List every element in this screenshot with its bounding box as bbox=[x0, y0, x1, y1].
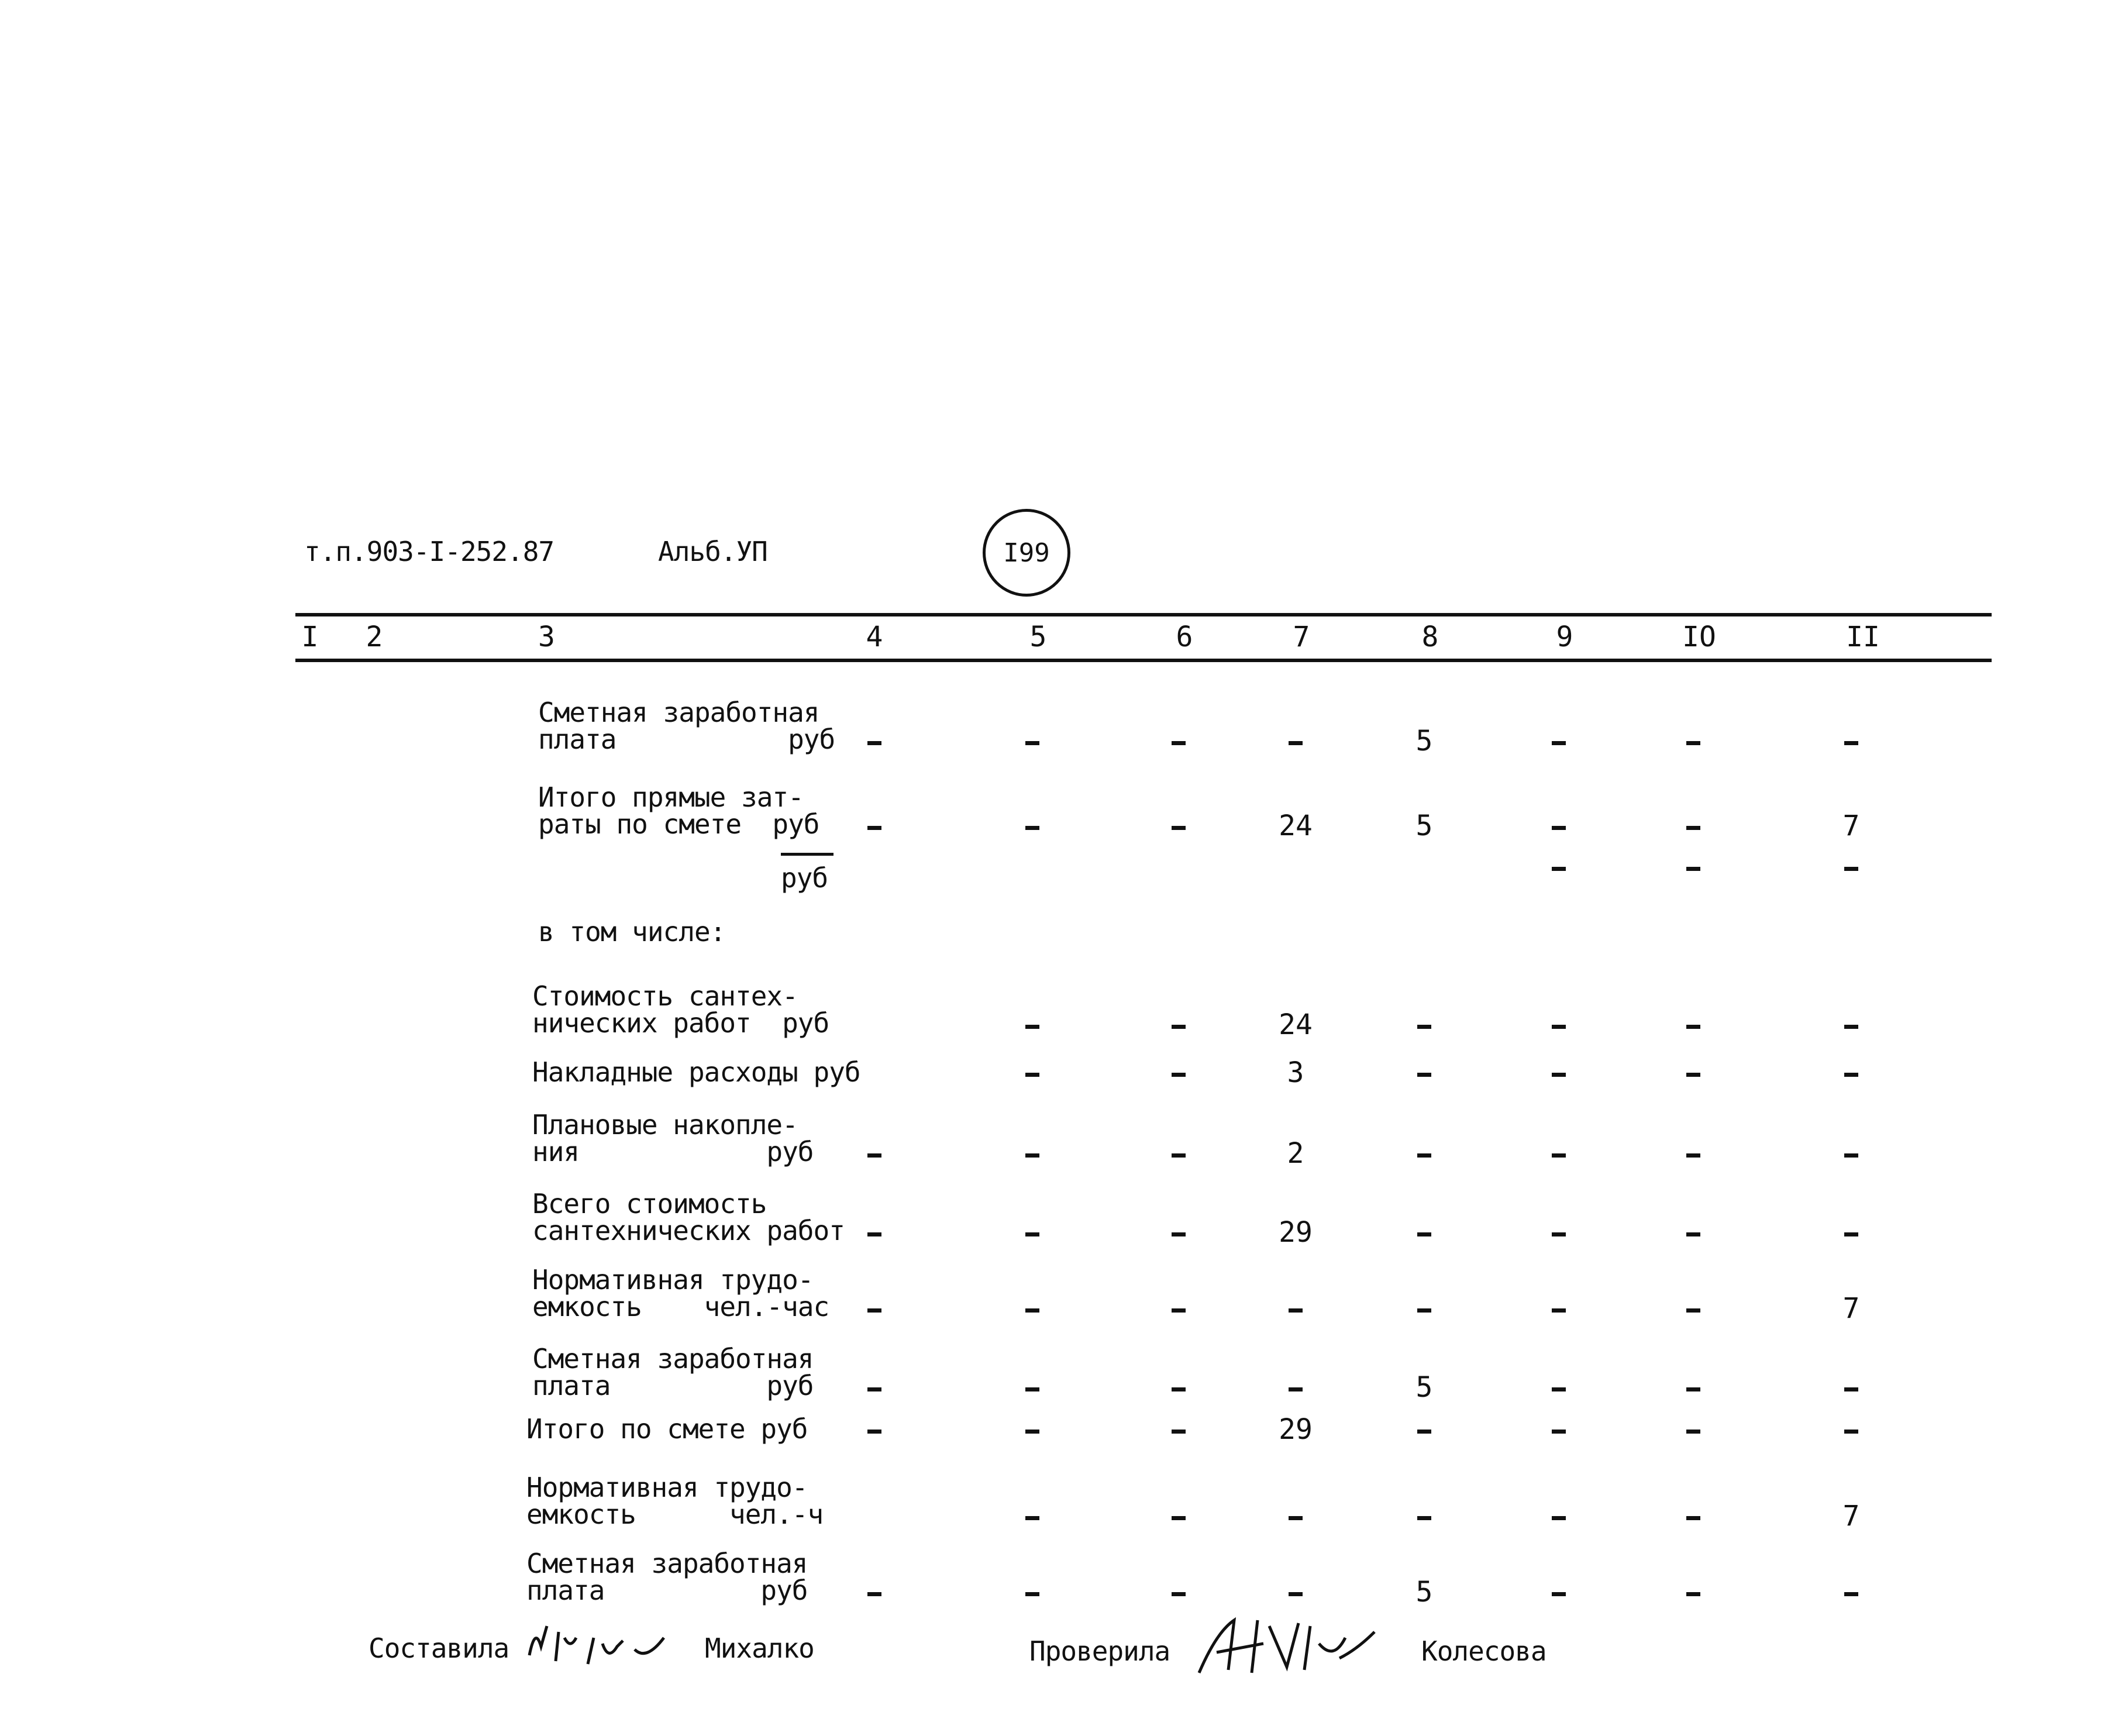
value-cell-col-11 bbox=[1842, 1292, 1860, 1325]
row-label-line: Нормативная трудо- bbox=[526, 1472, 808, 1503]
value-text bbox=[1417, 1073, 1431, 1077]
row-label-line: нических работ руб bbox=[532, 1007, 829, 1039]
value-cell-col-10 bbox=[1686, 1578, 1700, 1606]
value-cell-col-8 bbox=[1417, 1059, 1431, 1087]
value-text bbox=[1025, 741, 1039, 745]
value-cell-col-8 bbox=[1417, 1218, 1431, 1246]
unit-label-denominator: руб bbox=[781, 862, 828, 894]
album-label: Альб.УП bbox=[658, 536, 767, 567]
value-cell-col-7 bbox=[1287, 1137, 1304, 1170]
value-cell-col-8 bbox=[1417, 1415, 1431, 1444]
value-cell-col-7 bbox=[1289, 1373, 1303, 1401]
compiler-signature bbox=[523, 1614, 687, 1679]
value-text bbox=[1552, 1592, 1566, 1596]
value-cell-col-5 bbox=[1025, 1059, 1039, 1087]
row-label-line: Итого прямые зат- bbox=[538, 781, 804, 813]
value-text bbox=[1417, 1232, 1431, 1236]
checked-label: Проверила bbox=[1029, 1635, 1170, 1667]
value-text bbox=[1417, 1308, 1431, 1313]
value-cell-col-8 bbox=[1416, 1578, 1433, 1606]
value-text bbox=[867, 1232, 881, 1236]
value-text bbox=[1025, 1592, 1039, 1596]
row-label-line: Стоимость сантех- bbox=[532, 980, 798, 1012]
value-cell-col-4 bbox=[867, 812, 881, 840]
value-text bbox=[1844, 1153, 1858, 1158]
value-cell-col-7 bbox=[1289, 727, 1303, 755]
row-label bbox=[532, 1056, 860, 1088]
row-label-line: Сметная заработная bbox=[532, 1343, 814, 1375]
value-cell-col-10 bbox=[1686, 1011, 1700, 1039]
row-label-line: Плановые накопле- bbox=[532, 1109, 798, 1141]
value-cell-col-6 bbox=[1172, 1373, 1186, 1401]
value-cell-col-11 bbox=[1843, 1502, 1860, 1530]
value-cell-col-9 bbox=[1552, 727, 1566, 755]
value-text bbox=[1686, 1308, 1700, 1313]
column-header-11: II bbox=[1846, 621, 1880, 653]
value-text bbox=[1844, 1387, 1858, 1391]
value-text: 2 bbox=[1287, 1137, 1304, 1170]
value-text bbox=[1172, 1153, 1186, 1158]
value-cell-col-4 bbox=[867, 727, 881, 755]
value-text bbox=[1417, 1153, 1431, 1158]
row-label-line: плата руб bbox=[538, 724, 835, 755]
column-header-4: 4 bbox=[866, 621, 883, 653]
sub-value-cell-col-10 bbox=[1686, 853, 1700, 881]
row-label-line: в том числе: bbox=[538, 916, 726, 948]
row-label-line: Всего стоимость bbox=[532, 1188, 767, 1220]
value-text bbox=[867, 1387, 881, 1391]
value-text bbox=[1172, 1387, 1186, 1391]
value-text bbox=[1552, 1387, 1566, 1391]
value-text bbox=[1172, 1232, 1186, 1236]
column-header-8: 8 bbox=[1421, 621, 1439, 653]
value-text bbox=[1686, 1153, 1700, 1158]
value-text bbox=[1025, 1308, 1039, 1313]
value-text: 3 bbox=[1287, 1056, 1304, 1089]
row-label bbox=[538, 699, 835, 753]
value-text bbox=[1172, 826, 1186, 830]
value-text bbox=[1552, 826, 1566, 830]
sub-value-cell-col-9 bbox=[1552, 853, 1566, 881]
value-text: 29 bbox=[1279, 1216, 1313, 1249]
value-cell-col-11 bbox=[1844, 1578, 1858, 1606]
value-cell-col-9 bbox=[1552, 1294, 1566, 1322]
value-cell-col-9 bbox=[1552, 1011, 1566, 1039]
value-cell-col-8 bbox=[1417, 1139, 1431, 1167]
value-cell-col-5 bbox=[1025, 812, 1039, 840]
row-label bbox=[526, 1550, 808, 1604]
value-text bbox=[1686, 826, 1700, 830]
value-cell-col-9 bbox=[1552, 1373, 1566, 1401]
header-top-rule bbox=[295, 613, 1992, 616]
doc-reference: т.п.903-I-252.87 bbox=[304, 536, 554, 567]
value-text bbox=[1552, 1232, 1566, 1236]
row-label bbox=[532, 1266, 829, 1320]
value-text: 7 bbox=[1842, 1500, 1860, 1532]
value-text bbox=[1417, 1516, 1431, 1520]
value-cell-col-8 bbox=[1415, 1371, 1433, 1404]
value-cell-col-6 bbox=[1172, 812, 1186, 840]
value-cell-col-4 bbox=[867, 1218, 881, 1246]
value-text bbox=[1552, 1308, 1566, 1313]
value-cell-col-5 bbox=[1025, 727, 1039, 755]
value-text: 24 bbox=[1279, 810, 1313, 842]
value-cell-col-9 bbox=[1552, 1415, 1566, 1444]
value-cell-col-7 bbox=[1279, 1008, 1313, 1041]
value-text bbox=[1289, 741, 1303, 745]
value-cell-col-10 bbox=[1686, 1502, 1700, 1530]
value-text bbox=[1025, 1516, 1039, 1520]
sub-value-cell-col-11 bbox=[1844, 853, 1858, 881]
value-text: 7 bbox=[1842, 1292, 1860, 1325]
value-cell-col-11 bbox=[1844, 1011, 1858, 1039]
value-text bbox=[1552, 1025, 1566, 1029]
value-text bbox=[1172, 741, 1186, 745]
sub-value-text bbox=[1686, 867, 1700, 871]
row-label-line: плата руб bbox=[526, 1575, 808, 1606]
value-cell-col-5 bbox=[1025, 1502, 1039, 1530]
value-cell-col-6 bbox=[1172, 1294, 1186, 1322]
value-cell-col-4 bbox=[867, 1373, 881, 1401]
row-label bbox=[538, 916, 726, 948]
value-text bbox=[1686, 1430, 1700, 1434]
value-text bbox=[1289, 1387, 1303, 1391]
value-cell-col-8 bbox=[1416, 727, 1433, 755]
value-cell-col-5 bbox=[1025, 1011, 1039, 1039]
row-label bbox=[532, 1190, 845, 1244]
row-label-line: сантехнических работ bbox=[532, 1215, 845, 1246]
row-label bbox=[532, 1345, 814, 1399]
value-cell-col-7 bbox=[1287, 1056, 1304, 1089]
value-cell-col-11 bbox=[1844, 1139, 1858, 1167]
value-cell-col-10 bbox=[1686, 1059, 1700, 1087]
value-text bbox=[1289, 1516, 1303, 1520]
row-label bbox=[526, 1474, 823, 1528]
compiled-name: Михалко bbox=[705, 1632, 814, 1664]
row-label-line: плата руб bbox=[532, 1370, 814, 1401]
value-cell-col-11 bbox=[1844, 1373, 1858, 1401]
value-cell-col-9 bbox=[1552, 1139, 1566, 1167]
value-text: 29 bbox=[1279, 1413, 1313, 1446]
value-cell-col-5 bbox=[1025, 1139, 1039, 1167]
value-text bbox=[867, 1430, 881, 1434]
value-text bbox=[1844, 1073, 1858, 1077]
value-text bbox=[867, 1153, 881, 1158]
column-header-3: 3 bbox=[538, 621, 555, 653]
column-header-7: 7 bbox=[1293, 621, 1310, 653]
value-text bbox=[1289, 1592, 1303, 1596]
value-text bbox=[1844, 1592, 1858, 1596]
value-cell-col-9 bbox=[1552, 1218, 1566, 1246]
value-text bbox=[1025, 826, 1039, 830]
value-text bbox=[1552, 1153, 1566, 1158]
page-number-circle bbox=[983, 509, 1070, 597]
row-label bbox=[538, 781, 819, 840]
value-text bbox=[1025, 1025, 1039, 1029]
sub-value-text bbox=[1552, 867, 1566, 871]
value-text: 5 bbox=[1415, 1576, 1433, 1608]
value-text bbox=[1172, 1516, 1186, 1520]
value-text bbox=[1686, 1073, 1700, 1077]
value-cell-col-7 bbox=[1289, 1502, 1303, 1530]
value-cell-col-11 bbox=[1844, 1059, 1858, 1087]
value-cell-col-11 bbox=[1843, 812, 1860, 840]
value-cell-col-5 bbox=[1025, 1218, 1039, 1246]
value-text bbox=[867, 1308, 881, 1313]
value-text bbox=[1686, 1232, 1700, 1236]
value-text bbox=[1686, 1516, 1700, 1520]
value-cell-col-7 bbox=[1279, 1216, 1313, 1249]
value-cell-col-4 bbox=[867, 1578, 881, 1606]
column-header-6: 6 bbox=[1176, 621, 1193, 653]
value-cell-col-11 bbox=[1844, 1415, 1858, 1444]
value-cell-col-4 bbox=[867, 1415, 881, 1444]
value-cell-col-6 bbox=[1172, 1139, 1186, 1167]
value-text bbox=[867, 1592, 881, 1596]
value-text bbox=[1552, 1430, 1566, 1434]
row-label-line: емкость чел.-час bbox=[532, 1291, 829, 1322]
value-text bbox=[1552, 1516, 1566, 1520]
value-cell-col-10 bbox=[1686, 1294, 1700, 1322]
compiled-label: Составила bbox=[368, 1632, 509, 1664]
value-cell-col-7 bbox=[1279, 1415, 1313, 1444]
value-cell-col-7 bbox=[1279, 812, 1313, 840]
value-text bbox=[1172, 1025, 1186, 1029]
value-text bbox=[1552, 741, 1566, 745]
value-text bbox=[1686, 1025, 1700, 1029]
value-cell-col-10 bbox=[1686, 727, 1700, 755]
sub-value-text bbox=[1844, 867, 1858, 871]
row-label-line: Сметная заработная bbox=[538, 697, 819, 728]
value-cell-col-11 bbox=[1844, 1218, 1858, 1246]
value-cell-col-6 bbox=[1172, 727, 1186, 755]
value-cell-col-10 bbox=[1686, 1415, 1700, 1444]
value-cell-col-9 bbox=[1552, 1502, 1566, 1530]
value-text bbox=[867, 741, 881, 745]
row-label-line: Итого по смете руб bbox=[526, 1413, 808, 1445]
value-cell-col-4 bbox=[867, 1294, 881, 1322]
value-cell-col-10 bbox=[1686, 812, 1700, 840]
value-cell-col-5 bbox=[1025, 1578, 1039, 1606]
value-text bbox=[1172, 1430, 1186, 1434]
value-text: 5 bbox=[1415, 1371, 1433, 1404]
fraction-bar bbox=[781, 853, 833, 856]
value-cell-col-4 bbox=[867, 1139, 881, 1167]
value-text bbox=[1025, 1387, 1039, 1391]
value-text bbox=[1417, 1025, 1431, 1029]
value-text bbox=[1172, 1592, 1186, 1596]
value-cell-col-6 bbox=[1172, 1578, 1186, 1606]
value-text bbox=[1844, 741, 1858, 745]
value-text bbox=[1552, 1073, 1566, 1077]
value-text bbox=[1172, 1308, 1186, 1313]
value-text bbox=[1844, 1025, 1858, 1029]
value-cell-col-9 bbox=[1552, 1059, 1566, 1087]
value-text bbox=[1172, 1073, 1186, 1077]
row-label-line: Сметная заработная bbox=[526, 1548, 808, 1579]
value-cell-col-6 bbox=[1172, 1415, 1186, 1444]
value-cell-col-5 bbox=[1025, 1415, 1039, 1444]
value-cell-col-9 bbox=[1552, 812, 1566, 840]
value-text bbox=[867, 826, 881, 830]
row-label bbox=[532, 980, 829, 1039]
value-cell-col-10 bbox=[1686, 1373, 1700, 1401]
value-cell-col-10 bbox=[1686, 1139, 1700, 1167]
value-text bbox=[1686, 741, 1700, 745]
value-cell-col-5 bbox=[1025, 1373, 1039, 1401]
value-text bbox=[1417, 1430, 1431, 1434]
column-header-10: IO bbox=[1682, 621, 1716, 653]
value-cell-col-7 bbox=[1289, 1294, 1303, 1322]
value-text bbox=[1844, 1232, 1858, 1236]
value-text bbox=[1025, 1073, 1039, 1077]
row-label-line: Нормативная трудо- bbox=[532, 1264, 814, 1296]
value-text bbox=[1025, 1232, 1039, 1236]
value-text bbox=[1289, 1308, 1303, 1313]
value-text: 24 bbox=[1279, 1008, 1313, 1041]
checker-signature bbox=[1193, 1608, 1380, 1685]
row-label-line: емкость чел.-ч bbox=[526, 1499, 824, 1530]
header-bottom-rule bbox=[295, 659, 1992, 662]
value-text bbox=[1686, 1592, 1700, 1596]
checked-name: Колесова bbox=[1421, 1635, 1547, 1667]
value-cell-col-11 bbox=[1844, 727, 1858, 755]
value-cell-col-7 bbox=[1289, 1578, 1303, 1606]
column-header-1: I bbox=[301, 621, 319, 653]
value-cell-col-5 bbox=[1025, 1294, 1039, 1322]
row-label-line: ния руб bbox=[532, 1136, 814, 1167]
value-cell-col-10 bbox=[1686, 1218, 1700, 1246]
value-cell-col-8 bbox=[1417, 1294, 1431, 1322]
value-cell-col-8 bbox=[1417, 1011, 1431, 1039]
value-text bbox=[1844, 1430, 1858, 1434]
column-header-2: 2 bbox=[366, 621, 383, 653]
value-text: 7 bbox=[1842, 810, 1860, 842]
value-text bbox=[1025, 1153, 1039, 1158]
row-label bbox=[532, 1111, 814, 1165]
value-text: 5 bbox=[1415, 810, 1433, 842]
value-cell-col-8 bbox=[1416, 812, 1433, 840]
row-label-line: раты по смете руб bbox=[538, 808, 819, 840]
value-text bbox=[1025, 1430, 1039, 1434]
value-text bbox=[1686, 1387, 1700, 1391]
value-cell-col-6 bbox=[1172, 1502, 1186, 1530]
page-number: I99 bbox=[1003, 538, 1050, 568]
value-cell-col-6 bbox=[1172, 1059, 1186, 1087]
column-header-5: 5 bbox=[1029, 621, 1047, 653]
value-text: 5 bbox=[1415, 725, 1433, 757]
value-cell-col-6 bbox=[1172, 1218, 1186, 1246]
value-cell-col-6 bbox=[1172, 1011, 1186, 1039]
row-label bbox=[526, 1413, 808, 1445]
column-header-9: 9 bbox=[1556, 621, 1573, 653]
row-label-line: Накладные расходы руб bbox=[532, 1056, 860, 1088]
value-cell-col-9 bbox=[1552, 1578, 1566, 1606]
value-cell-col-8 bbox=[1417, 1502, 1431, 1530]
